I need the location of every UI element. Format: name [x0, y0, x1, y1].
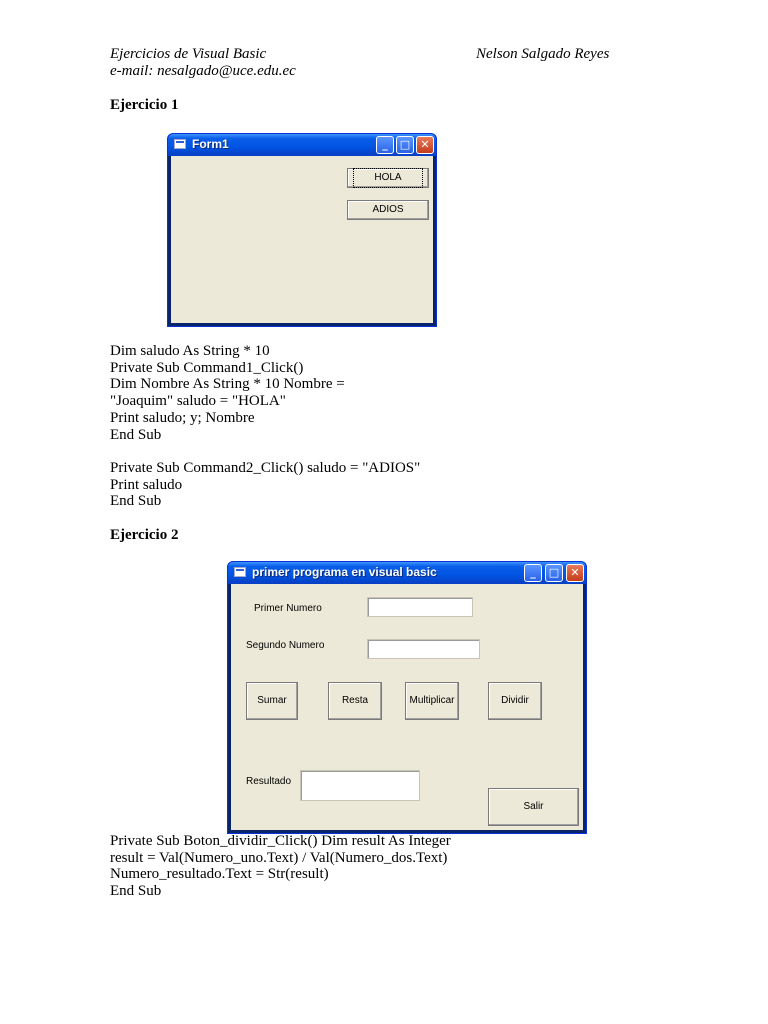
exercise-1-heading: Ejercicio 1: [110, 97, 179, 113]
resta-button[interactable]: [328, 682, 382, 720]
calculator-title: primer programa en visual basic: [252, 565, 437, 579]
segundo-numero-input[interactable]: [367, 639, 480, 659]
form1-title: Form1: [192, 137, 229, 151]
multiplicar-button[interactable]: [405, 682, 459, 720]
code-line: Dim saludo As String * 10: [110, 343, 270, 359]
app-icon: [234, 567, 246, 577]
sumar-button[interactable]: [246, 682, 298, 720]
resta-button-label: Resta: [341, 695, 369, 706]
code-line: Print saludo; y; Nombre: [110, 409, 255, 426]
code-line: Private Sub Command2_Click() saludo = "ADIOS": [110, 460, 421, 476]
adios-button-label: ADIOS: [372, 204, 404, 215]
resultado-label: Resultado: [246, 776, 292, 787]
code-line: Private Sub Command1_Click(): [110, 359, 304, 376]
minimize-icon[interactable]: _: [376, 136, 394, 154]
form1-window: [167, 133, 437, 327]
document-title: Ejercicios de Visual Basic: [110, 46, 267, 62]
primer-numero-input[interactable]: [367, 597, 473, 617]
calculator-window: [227, 561, 587, 834]
form1-titlebar[interactable]: [168, 134, 436, 156]
author-name: Nelson Salgado Reyes: [476, 46, 610, 62]
code-block-3: [110, 833, 451, 900]
code-line: Dim Nombre As String * 10 Nombre =: [110, 376, 345, 393]
multiplicar-button-label: Multiplicar: [409, 695, 455, 706]
app-icon: [174, 139, 186, 149]
code-block-2: [110, 460, 420, 510]
code-line: "Joaquim" saludo = "HOLA": [110, 393, 286, 410]
code-line: End Sub: [110, 426, 162, 443]
calculator-client-area: [231, 584, 583, 830]
code-line: Print saludo: [110, 476, 183, 493]
hola-button[interactable]: [347, 168, 429, 188]
code-line: Private Sub Boton_dividir_Click() Dim result As Integer: [110, 833, 451, 849]
hola-button-label: HOLA: [354, 169, 421, 187]
close-icon[interactable]: ✕: [416, 136, 434, 154]
exercise-2-heading: Ejercicio 2: [110, 527, 179, 543]
form1-client-area: [171, 156, 433, 323]
code-line: result = Val(Numero_uno.Text) / Val(Numero_dos.Text): [110, 849, 448, 866]
sumar-button-label: Sumar: [257, 695, 287, 706]
salir-button-label: Salir: [523, 801, 544, 812]
close-icon[interactable]: ✕: [566, 564, 584, 582]
maximize-icon[interactable]: □: [396, 136, 414, 154]
calculator-titlebar[interactable]: [228, 562, 586, 584]
resultado-output[interactable]: [300, 770, 420, 801]
code-line: Numero_resultado.Text = Str(result): [110, 866, 329, 883]
primer-numero-label: Primer Numero: [254, 603, 322, 614]
author-email: e-mail: nesalgado@uce.edu.ec: [110, 63, 296, 79]
salir-button[interactable]: [488, 788, 579, 826]
code-line: End Sub: [110, 493, 162, 510]
maximize-icon[interactable]: □: [545, 564, 563, 582]
code-block-1: [110, 343, 345, 443]
dividir-button[interactable]: [488, 682, 542, 720]
minimize-icon[interactable]: _: [524, 564, 542, 582]
adios-button[interactable]: [347, 200, 429, 220]
dividir-button-label: Dividir: [501, 695, 529, 706]
code-line: End Sub: [110, 883, 162, 900]
segundo-numero-label: Segundo Numero: [246, 640, 325, 651]
